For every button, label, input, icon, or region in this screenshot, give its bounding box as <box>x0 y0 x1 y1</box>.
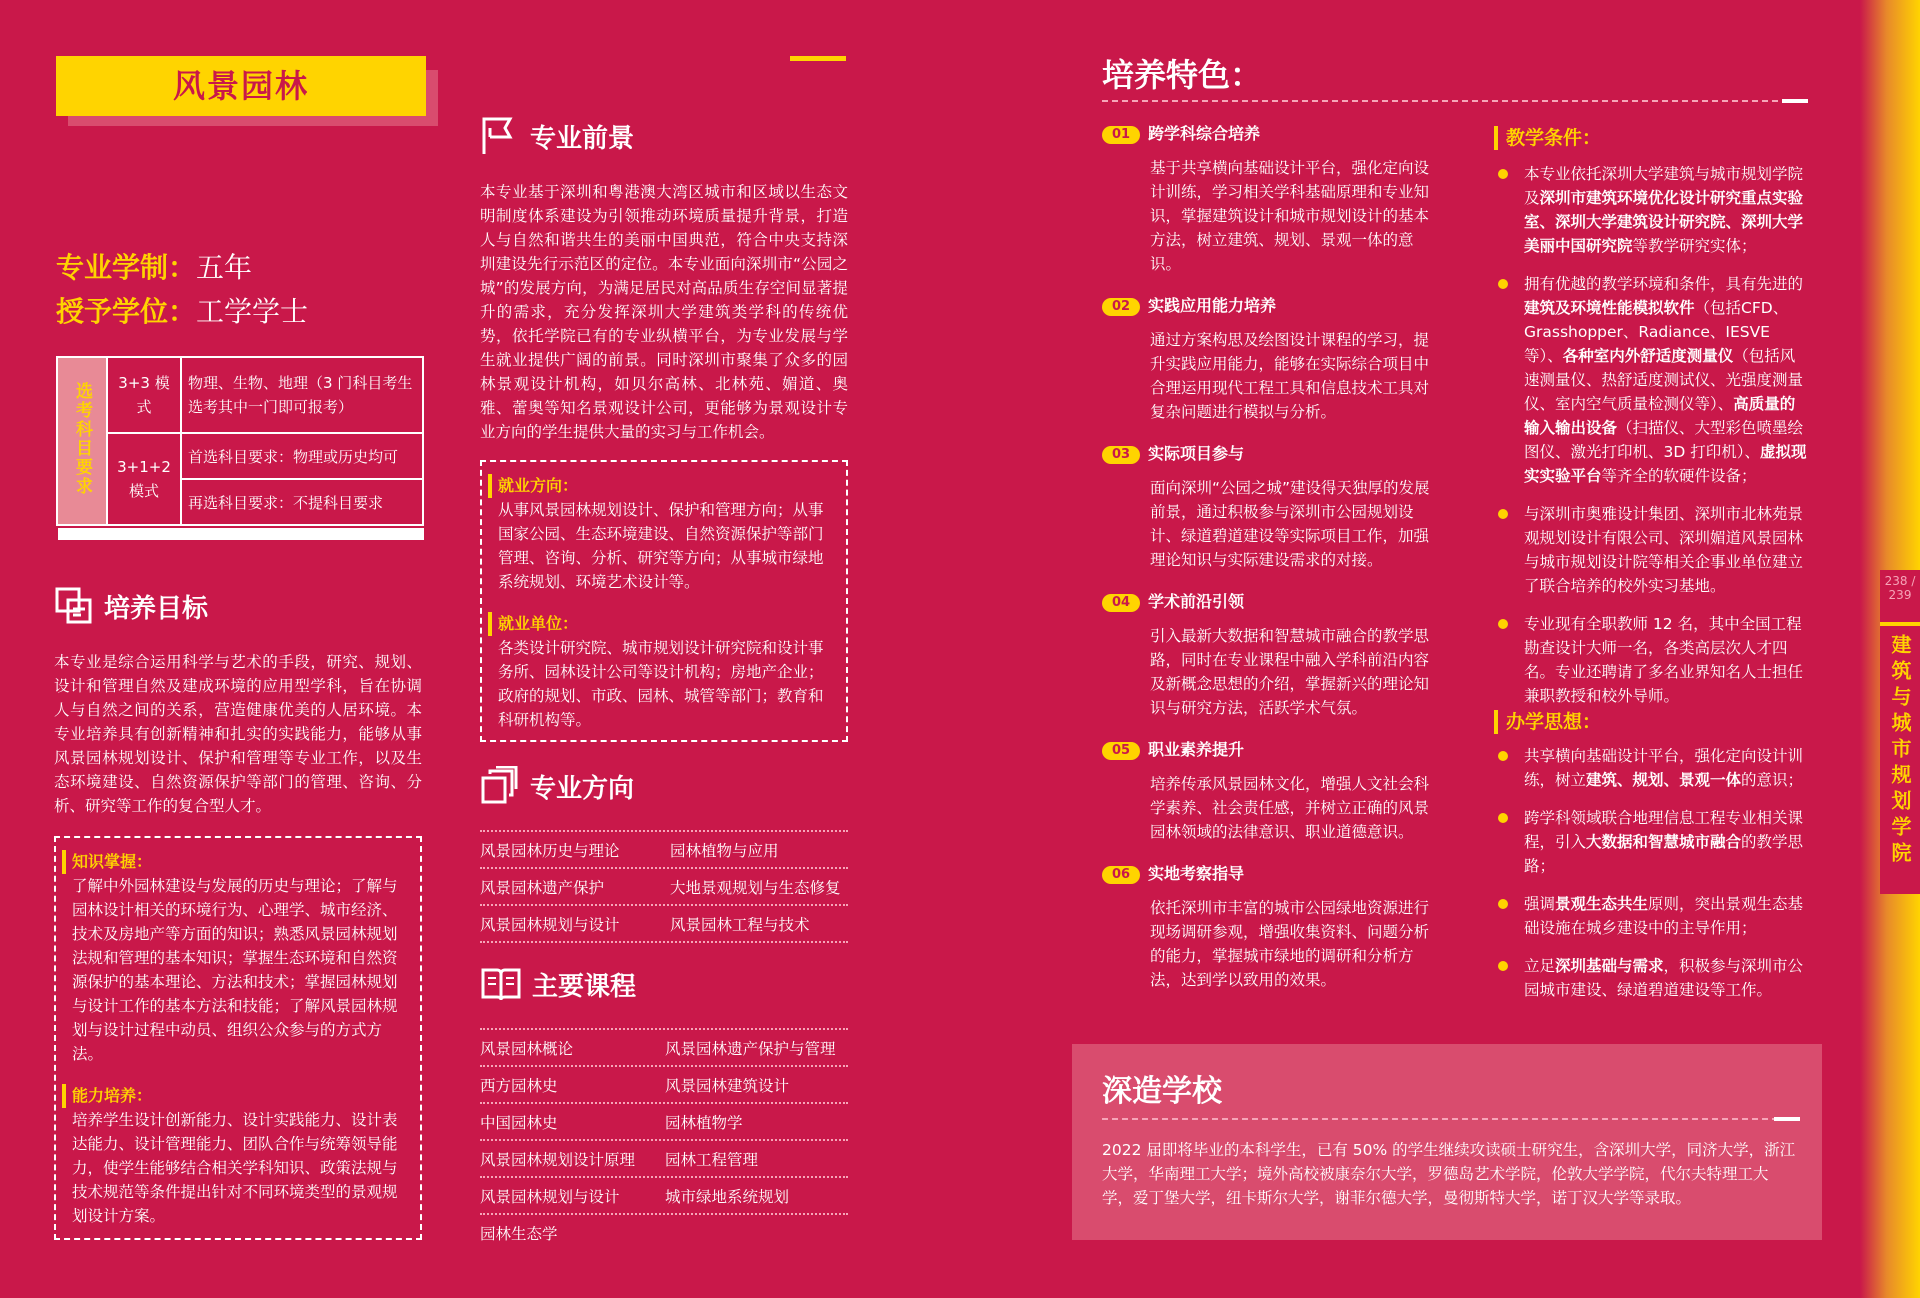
book-icon <box>480 964 522 1004</box>
layers-icon <box>54 586 94 626</box>
stat-duration: 专业学制：五年 <box>56 251 253 284</box>
conditions-heading: 教学条件： <box>1494 126 1601 150</box>
list-item: 园林生态学 <box>480 1224 558 1243</box>
feature-item-04: 04 学术前沿引领 引入最新大数据和智慧城市融合的教学思路，同时在专业课程中融入学科前沿内容及新概念思想的介绍，掌握新兴的理论知识与研究方法，活跃学术气氛。 <box>1102 590 1442 720</box>
page-number: 238 / 239 <box>1880 570 1920 622</box>
list-item: 与深圳市奥雅设计集团、深圳市北林苑景观规划设计有限公司、深圳媚道风景园林与城市规划设计院等相关企事业单位建立了联合培养的校外实习基地。 <box>1494 502 1808 598</box>
study-heading: 深造学校 <box>1102 1074 1222 1109</box>
list-item: 风景园林遗产保护 大地景观规划与生态修复 <box>480 869 848 906</box>
mode-3-3: 3+3 模式 <box>107 357 181 433</box>
list-item: 风景园林概论 风景园林遗产保护与管理 <box>480 1030 848 1067</box>
philosophy-heading: 办学思想： <box>1494 710 1601 734</box>
list-item: 专业现有全职教师 12 名，其中全国工程勘查设计大师一名，各类高层次人才四名。专业还聘请了多名业界知名人士担任兼职教授和校外导师。 <box>1494 612 1808 708</box>
list-item: 风景园林历史与理论 园林植物与应用 <box>480 832 848 869</box>
accent-line <box>790 56 846 61</box>
divider <box>1102 100 1808 102</box>
further-study-panel <box>1072 1044 1822 1240</box>
study-text: 2022 届即将毕业的本科学生，已有 50% 的学生继续攻读硕士研究生，含深圳大学，同济大学，浙江大学，华南理工大学；境外高校被康奈尔大学，罗德岛艺术学院，伦敦大学学院，代尔夫特理工大学，爱丁堡大学，纽卡斯尔大学，谢菲尔德大学，曼彻斯特大学，诺丁汉大学等录取。 <box>1102 1141 1796 1207</box>
list-item: 西方园林史 风景园林建筑设计 <box>480 1067 848 1104</box>
mode-3-3-text: 物理、生物、地理（3 门科目考生选考其中一门即可报考） <box>181 357 423 433</box>
feature-item-05: 05 职业素养提升 培养传承风景园林文化，增强人文社会科学素养、社会责任感，并树立正确的风景园林领域的法律意识、职业道德意识。 <box>1102 738 1442 844</box>
list-item: 风景园林规划与设计 风景园林工程与技术 <box>480 906 848 943</box>
mode-3-1-2: 3+1+2 模式 <box>107 433 181 525</box>
prospect-heading: 专业前景 <box>480 116 634 156</box>
goal-text: 本专业是综合运用科学与艺术的手段，研究、规划、设计和管理自然及建成环境的应用型学科，旨在协调人与自然之间的关系，营造健康优美的人居环境。本专业培养具有创新精神和扎实的实践能力，能够从事风景园林规划设计、保护和管理等专业工作，以及生态环境建设、自然资源保护等部门的管理、咨询、分析、研究等工作的复合型人才。 <box>54 653 422 815</box>
subject-requirements-table <box>56 356 424 526</box>
goal-heading: 培养目标 <box>54 586 208 626</box>
philosophy-list <box>1494 744 1808 1016</box>
page-title: 风景园林 <box>56 56 426 116</box>
list-item: 跨学科领域联合地理信息工程专业相关课程，引入大数据和智慧城市融合的教学思路； <box>1494 806 1808 878</box>
requirements-side-label: 选考科目要求 <box>57 357 107 525</box>
feature-item-03: 03 实际项目参与 面向深圳“公园之城”建设得天独厚的发展前景，通过积极参与深圳市公园规划设计、绿道碧道建设等实际项目工作，加强理论知识与实际建设需求的对接。 <box>1102 442 1442 572</box>
list-item: 立足深圳基础与需求，积极参与深圳市公园城市建设、绿道碧道建设等工作。 <box>1494 954 1808 1002</box>
prospect-text: 本专业基于深圳和粤港澳大湾区城市和区域以生态文明制度体系建设为引领推动环境质量提升背景，打造人与自然和谐共生的美丽中国典范，符合中央支持深圳建设先行示范区的定位。本专业面向深圳市“公园之城”的发展方向，为满足居民对高品质生存空间显著提升的需求，充分发挥深圳大学建筑类学科的传统优势，依托学院已有的专业纵横平台，为专业发展与学生就业提供广阔的前景。同时深圳市聚集了众多的园林景观设计机构，如贝尔高林、北林苑、媚道、奥雅、蕾奥等知名景观设计公司，更能够为景观设计专业方向的学生提供大量的实习与工作机会。 <box>480 183 848 441</box>
mode-3-1-2-primary: 首选科目要求：物理或历史均可 <box>181 433 423 479</box>
list-item: 本专业依托深圳大学建筑与城市规划学院及深圳市建筑环境优化设计研究重点实验室、深圳大学建筑设计研究院、深圳大学美丽中国研究院等教学研究实体； <box>1494 162 1808 258</box>
divider <box>1102 1118 1798 1120</box>
college-name-tab: 建筑与城市规划学院 <box>1880 626 1920 894</box>
mode-3-1-2-secondary: 再选科目要求：不提科目要求 <box>181 479 423 525</box>
courses-heading: 主要课程 <box>480 964 636 1004</box>
divider-end <box>1774 1117 1800 1121</box>
goal-box: 知识掌握： 了解中外园林建设与发展的历史与理论；了解与园林设计相关的环境行为、心理学、城市经济、技术及房地产等方面的知识；熟悉风景园林规划法规和管理的基本知识；掌握生态环境和自然资源保护的基本理论、方法和技术；掌握园林规划与设计工作的基本方法和技能；了解风景园林规划与设计过程中动员、组织公众参与的方式方法。 能力培养： 培养学生设计创新能力、设计实践能力、设计表达能力、设计管理能力、团队合作与统筹领导能力，使学生能够结合相关学科知识、政策法规与技术规范等条件提出针对不同环境类型的景观规划设计方案。 <box>54 836 422 1240</box>
flag-icon <box>480 116 520 156</box>
employment-box: 就业方向： 从事风景园林规划设计、保护和管理方向；从事国家公园、生态环境建设、自然资源保护等部门管理、咨询、分析、研究等方向；从事城市绿地系统规划、环境艺术设计等。 就业单位： 各类设计研究院、城市规划设计研究院和设计事务所、园林设计公司等设计机构；房地产企业；政府的规划、市政、园林、城管等部门；教育和科研机构等。 <box>480 460 848 742</box>
divider-end <box>1782 99 1808 103</box>
list-item: 强调景观生态共生原则，突出景观生态基础设施在城乡建设中的主导作用； <box>1494 892 1808 940</box>
list-item: 风景园林规划与设计 城市绿地系统规划 <box>480 1178 848 1215</box>
directions-list <box>480 830 848 943</box>
list-item: 共享横向基础设计平台，强化定向设计训练，树立建筑、规划、景观一体的意识； <box>1494 744 1808 792</box>
courses-list <box>480 1028 848 1250</box>
list-item: 中国园林史 园林植物学 <box>480 1104 848 1141</box>
table-bottom-bar <box>58 528 424 540</box>
conditions-list <box>1494 162 1808 722</box>
stack-icon <box>480 766 520 806</box>
list-item: 风景园林规划设计原理 园林工程管理 <box>480 1141 848 1178</box>
feature-item-02: 02 实践应用能力培养 通过方案构思及绘图设计课程的学习，提升实践应用能力，能够在实际综合项目中合理运用现代工程工具和信息技术工具对复杂问题进行模拟与分析。 <box>1102 294 1442 424</box>
list-item: 拥有优越的教学环境和条件，具有先进的建筑及环境性能模拟软件（包括CFD、Grasshopper、Radiance、IESVE等）、各种室内外舒适度测量仪（包括风速测量仪、热舒适度测试仪、光强度测量仪、室内空气质量检测仪等）、高质量的输入输出设备（扫描仪、大型彩色喷墨绘图仪、激光打印机、3D 打印机）、虚拟现实实验平台等齐全的软硬件设备； <box>1494 272 1808 488</box>
features-heading: 培养特色： <box>1102 56 1263 94</box>
feature-item-06: 06 实地考察指导 依托深圳市丰富的城市公园绿地资源进行现场调研参观，增强收集资料、问题分析的能力，掌握城市绿地的调研和分析方法，达到学以致用的效果。 <box>1102 862 1442 992</box>
directions-heading: 专业方向 <box>480 766 634 806</box>
stat-degree: 授予学位：工学学士 <box>56 295 309 328</box>
feature-item-01: 01 跨学科综合培养 基于共享横向基础设计平台，强化定向设计训练，学习相关学科基础原理和专业知识，掌握建筑设计和城市规划设计的基本方法，树立建筑、规划、景观一体的意识。 <box>1102 122 1442 276</box>
